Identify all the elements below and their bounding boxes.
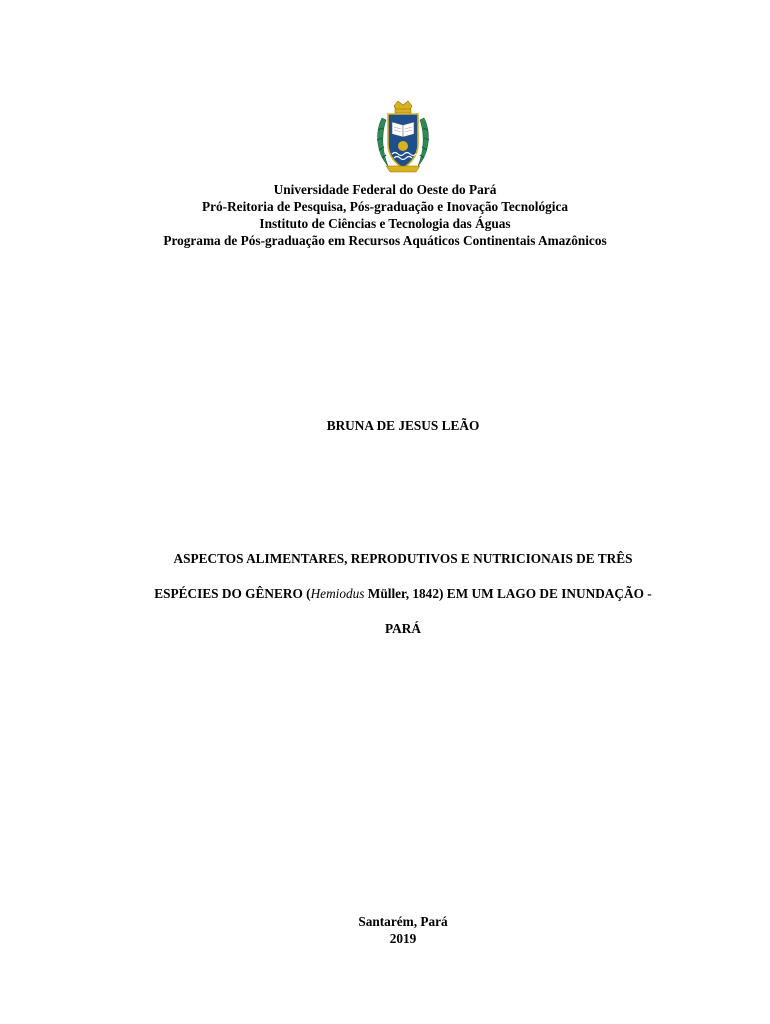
- city: Santarém, Pará: [358, 914, 448, 929]
- title-line-2: [0, 576, 770, 611]
- title-line-3: PARÁ: [385, 621, 421, 636]
- cover-footer: [0, 913, 770, 947]
- university-name: Universidade Federal do Oeste do Pará: [273, 182, 497, 197]
- title-line-2-prefix: ESPÉCIES DO GÊNERO (: [154, 586, 311, 601]
- university-seal-icon: [372, 100, 434, 174]
- program-name: Programa de Pós-graduação em Recursos Aquáticos Continentais Amazônicos: [163, 233, 607, 248]
- institution-header: [0, 181, 770, 249]
- author-name: BRUNA DE JESUS LEÃO: [326, 418, 480, 433]
- year: 2019: [389, 931, 417, 946]
- title-line-1: ASPECTOS ALIMENTARES, REPRODUTIVOS E NUTRICIONAIS DE TRÊS: [173, 551, 633, 566]
- institute-name: Instituto de Ciências e Tecnologia das Águas: [259, 216, 511, 231]
- pro-rectorate-name: Pró-Reitoria de Pesquisa, Pós-graduação e Inovação Tecnológica: [201, 199, 568, 214]
- title-line-2-suffix: Müller, 1842) EM UM LAGO DE INUNDAÇÃO -: [364, 586, 652, 601]
- genus-name: Hemiodus: [310, 586, 365, 601]
- thesis-title: [0, 541, 770, 646]
